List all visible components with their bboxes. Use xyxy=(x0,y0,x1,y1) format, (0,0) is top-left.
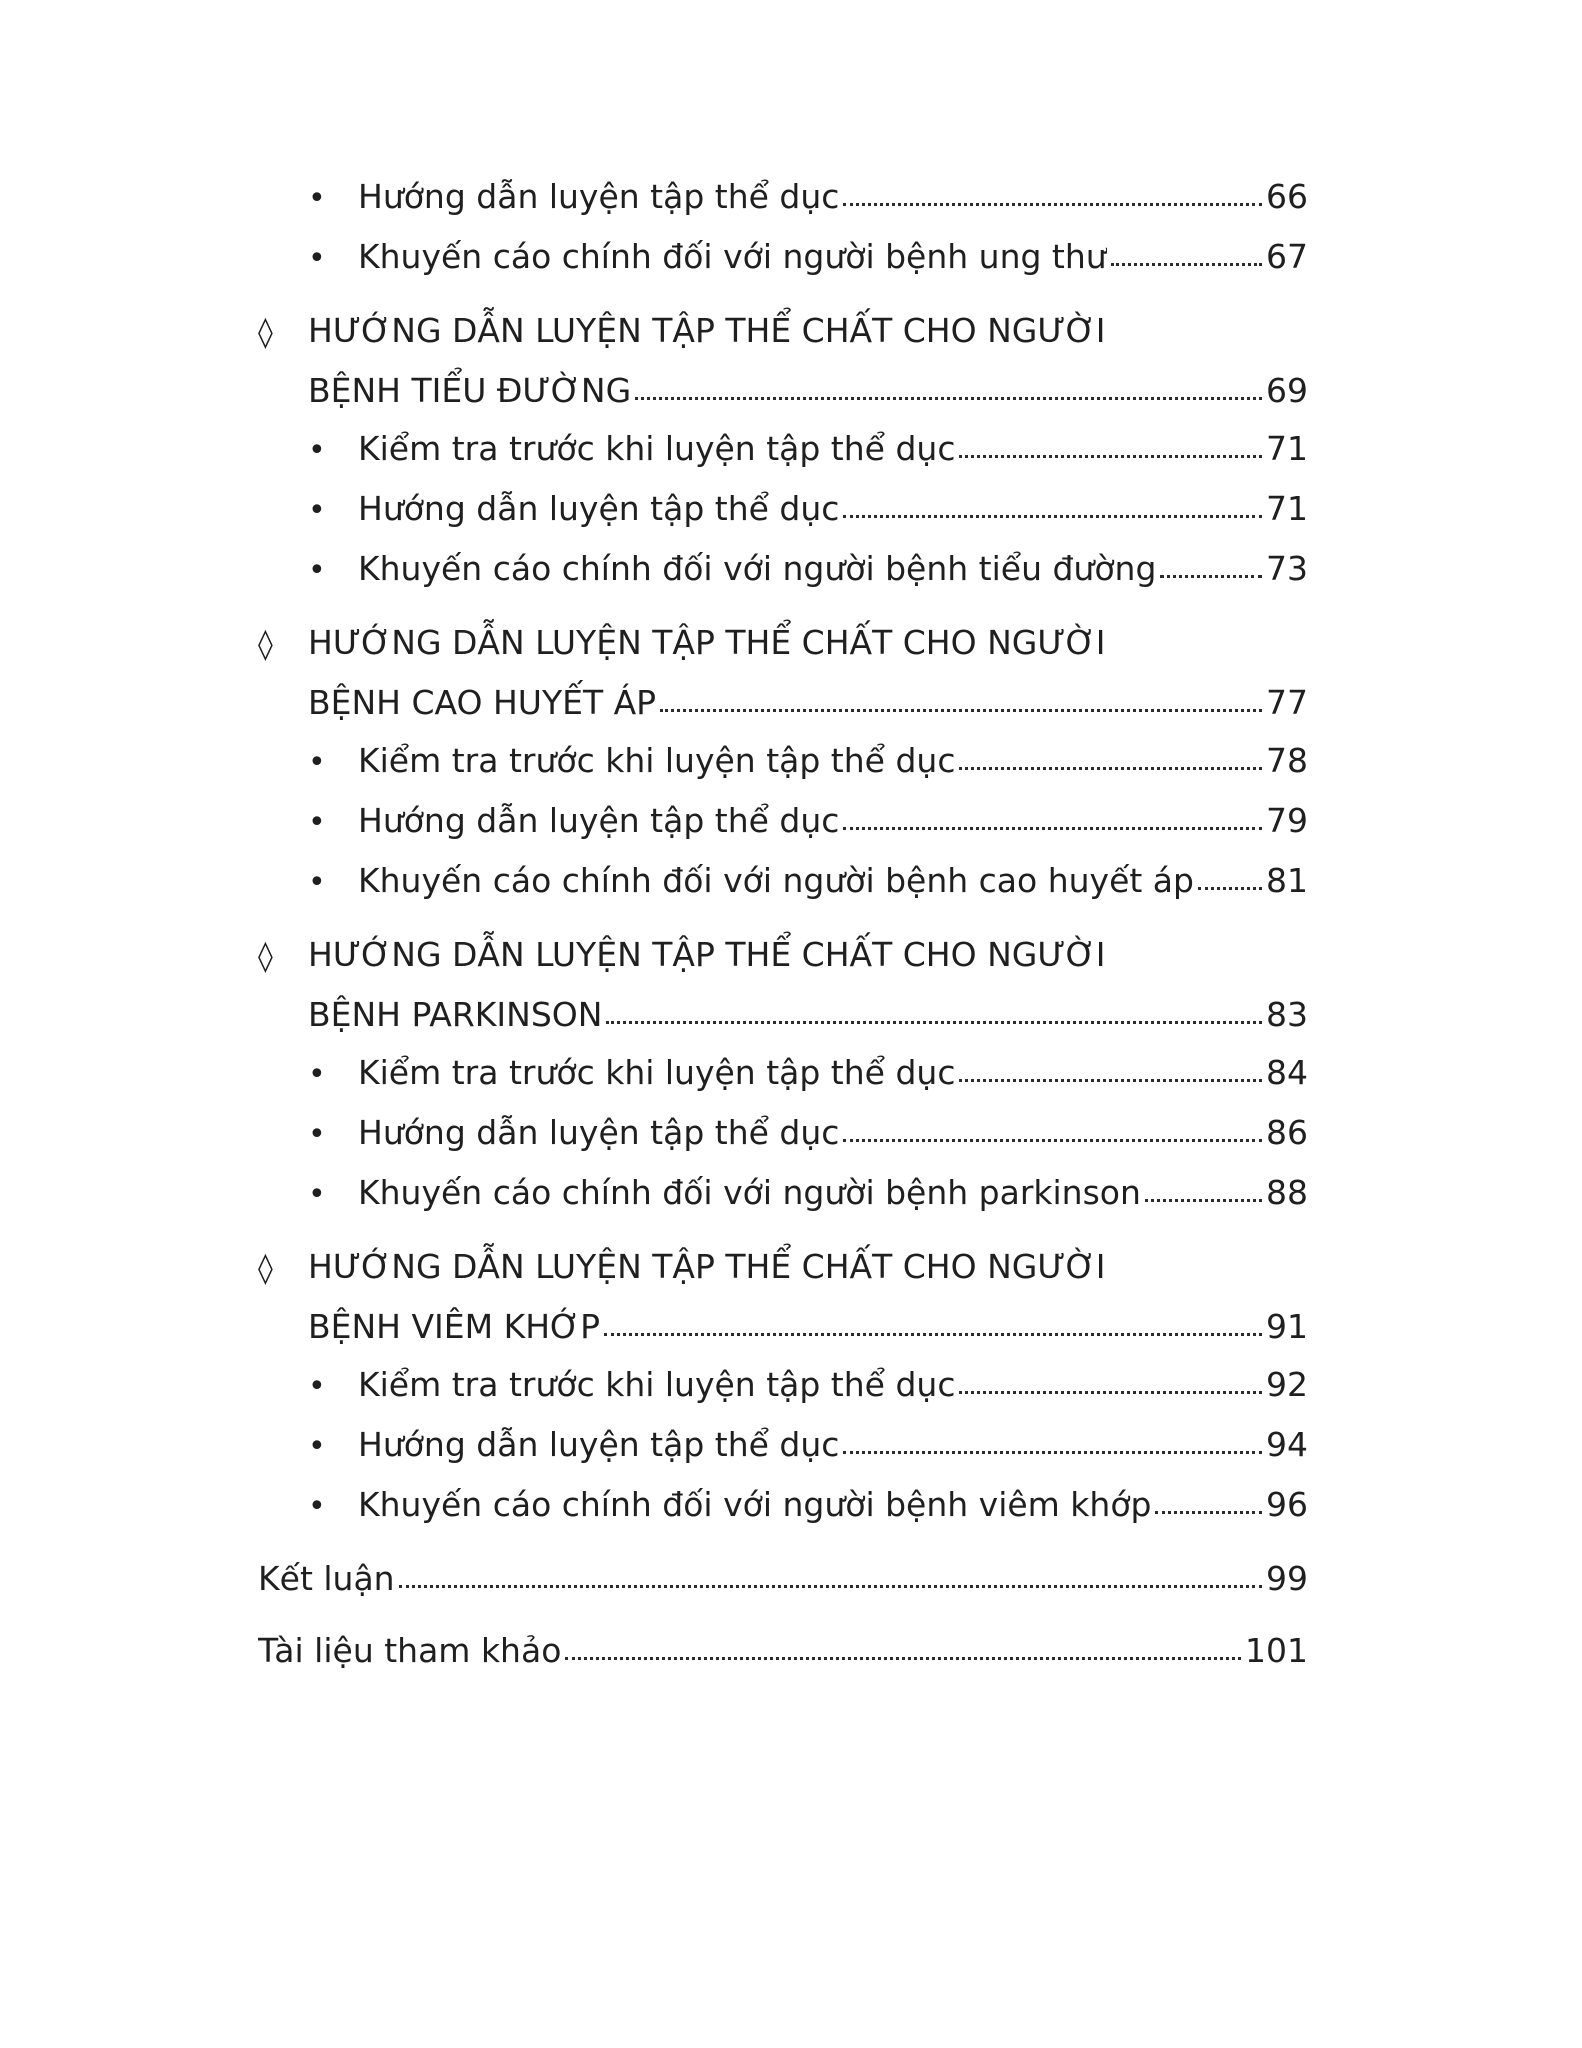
toc-subentry xyxy=(258,480,1308,540)
toc-page-number: 99 xyxy=(1266,1559,1308,1598)
bullet-icon: • xyxy=(308,493,326,528)
toc-section xyxy=(258,614,1308,732)
dot-leader xyxy=(1160,575,1262,578)
dot-leader xyxy=(1145,1199,1262,1202)
toc-section xyxy=(258,926,1308,1044)
toc-section-title-line1: HƯỚNG DẪN LUYỆN TẬP THỂ CHẤT CHO NGƯỜI xyxy=(308,935,1106,974)
toc-page-number: 91 xyxy=(1266,1307,1308,1346)
diamond-icon: ◊ xyxy=(258,315,273,350)
toc-subentry xyxy=(258,792,1308,852)
toc-subentry-title: Hướng dẫn luyện tập thể dục xyxy=(358,489,840,528)
dot-leader xyxy=(843,203,1262,206)
toc-section-heading-line1 xyxy=(258,926,1308,986)
dot-leader xyxy=(843,515,1262,518)
toc-subentry xyxy=(258,1164,1308,1224)
toc-section-heading-line1 xyxy=(258,302,1308,362)
toc-section xyxy=(258,302,1308,420)
toc-page-number: 86 xyxy=(1266,1113,1308,1152)
toc-subentry xyxy=(258,1476,1308,1536)
bullet-icon: • xyxy=(308,805,326,840)
bullet-icon: • xyxy=(308,1057,326,1092)
toc-section-title-line1: HƯỚNG DẪN LUYỆN TẬP THỂ CHẤT CHO NGƯỜI xyxy=(308,311,1106,350)
bullet-icon: • xyxy=(308,181,326,216)
dot-leader xyxy=(1111,263,1262,266)
dot-leader xyxy=(1198,887,1262,890)
toc-subentry-title: Khuyến cáo chính đối với người bệnh viêm khớp xyxy=(358,1485,1152,1524)
bullet-icon: • xyxy=(308,1369,326,1404)
dot-leader xyxy=(606,1021,1262,1024)
toc-page-number: 73 xyxy=(1266,549,1308,588)
toc-subentry-title: Kiểm tra trước khi luyện tập thể dục xyxy=(358,429,956,468)
bullet-icon: • xyxy=(308,1177,326,1212)
dot-leader xyxy=(399,1585,1262,1588)
toc-subentry xyxy=(258,420,1308,480)
toc-section-title-line1: HƯỚNG DẪN LUYỆN TẬP THỂ CHẤT CHO NGƯỜI xyxy=(308,1247,1106,1286)
toc-subentry xyxy=(258,732,1308,792)
toc-page-number: 78 xyxy=(1266,741,1308,780)
toc-page-number: 94 xyxy=(1266,1425,1308,1464)
toc-page-number: 84 xyxy=(1266,1053,1308,1092)
bullet-icon: • xyxy=(308,1429,326,1464)
toc-entry-title: Tài liệu tham khảo xyxy=(258,1631,562,1670)
diamond-icon: ◊ xyxy=(258,1251,273,1286)
toc-subentry-title: Kiểm tra trước khi luyện tập thể dục xyxy=(358,741,956,780)
bullet-icon: • xyxy=(308,865,326,900)
dot-leader xyxy=(1155,1511,1262,1514)
toc-page-number: 67 xyxy=(1266,237,1308,276)
dot-leader xyxy=(843,1451,1262,1454)
toc-section-title-line2: BỆNH CAO HUYẾT ÁP xyxy=(308,683,657,722)
diamond-icon: ◊ xyxy=(258,939,273,974)
toc-subentry xyxy=(258,852,1308,912)
toc-page-number: 79 xyxy=(1266,801,1308,840)
toc-section-heading-line2 xyxy=(258,1298,1308,1356)
dot-leader xyxy=(843,1139,1262,1142)
toc-section-title-line1: HƯỚNG DẪN LUYỆN TẬP THỂ CHẤT CHO NGƯỜI xyxy=(308,623,1106,662)
toc-entry-title: Kết luận xyxy=(258,1559,395,1598)
toc-subentry xyxy=(258,540,1308,600)
toc-subentry-title: Hướng dẫn luyện tập thể dục xyxy=(358,801,840,840)
toc-section-heading-line1 xyxy=(258,1238,1308,1298)
bullet-icon: • xyxy=(308,241,326,276)
toc-page-number: 96 xyxy=(1266,1485,1308,1524)
dot-leader xyxy=(959,455,1262,458)
toc-section-heading-line1 xyxy=(258,614,1308,674)
toc-section-heading-line2 xyxy=(258,986,1308,1044)
toc-page-number: 101 xyxy=(1245,1631,1308,1670)
toc-subentry-title: Khuyến cáo chính đối với người bệnh ung thư xyxy=(358,237,1107,276)
toc-section xyxy=(258,1238,1308,1356)
diamond-icon: ◊ xyxy=(258,627,273,662)
toc-section-heading-line2 xyxy=(258,674,1308,732)
toc-subentry-title: Khuyến cáo chính đối với người bệnh parkinson xyxy=(358,1173,1141,1212)
toc-subentry-title: Hướng dẫn luyện tập thể dục xyxy=(358,1113,840,1152)
toc-subentry-title: Hướng dẫn luyện tập thể dục xyxy=(358,1425,840,1464)
toc-subentry-title: Hướng dẫn luyện tập thể dục xyxy=(358,177,840,216)
toc-page-number: 88 xyxy=(1266,1173,1308,1212)
toc-subentry xyxy=(258,1044,1308,1104)
toc-subentry-title: Kiểm tra trước khi luyện tập thể dục xyxy=(358,1053,956,1092)
toc-section-title-line2: BỆNH VIÊM KHỚP xyxy=(308,1307,601,1346)
bullet-icon: • xyxy=(308,433,326,468)
toc-section-heading-line2 xyxy=(258,362,1308,420)
dot-leader xyxy=(565,1657,1241,1660)
toc-subentry xyxy=(258,1356,1308,1416)
toc-entry xyxy=(258,1622,1308,1680)
toc-page-number: 71 xyxy=(1266,429,1308,468)
toc-subentry-title: Khuyến cáo chính đối với người bệnh cao huyết áp xyxy=(358,861,1194,900)
toc-subentry xyxy=(258,1104,1308,1164)
toc-page-number: 83 xyxy=(1266,995,1308,1034)
toc-subentry-title: Khuyến cáo chính đối với người bệnh tiểu đường xyxy=(358,549,1157,588)
toc-page-number: 92 xyxy=(1266,1365,1308,1404)
toc-section-title-line2: BỆNH TIỂU ĐƯỜNG xyxy=(308,371,632,410)
dot-leader xyxy=(843,827,1262,830)
toc-page-number: 66 xyxy=(1266,177,1308,216)
toc-entry xyxy=(258,1550,1308,1608)
toc-page-number: 71 xyxy=(1266,489,1308,528)
toc-page-number: 81 xyxy=(1266,861,1308,900)
bullet-icon: • xyxy=(308,1117,326,1152)
dot-leader xyxy=(635,397,1262,400)
dot-leader xyxy=(604,1333,1262,1336)
dot-leader xyxy=(959,767,1262,770)
toc-subentry xyxy=(258,1416,1308,1476)
table-of-contents xyxy=(258,168,1308,1680)
toc-page-number: 77 xyxy=(1266,683,1308,722)
toc-section-title-line2: BỆNH PARKINSON xyxy=(308,995,603,1034)
toc-subentry xyxy=(258,168,1308,228)
toc-page-number: 69 xyxy=(1266,371,1308,410)
bullet-icon: • xyxy=(308,745,326,780)
toc-subentry xyxy=(258,228,1308,288)
bullet-icon: • xyxy=(308,1489,326,1524)
dot-leader xyxy=(959,1079,1262,1082)
dot-leader xyxy=(660,709,1262,712)
toc-subentry-title: Kiểm tra trước khi luyện tập thể dục xyxy=(358,1365,956,1404)
bullet-icon: • xyxy=(308,553,326,588)
dot-leader xyxy=(959,1391,1262,1394)
